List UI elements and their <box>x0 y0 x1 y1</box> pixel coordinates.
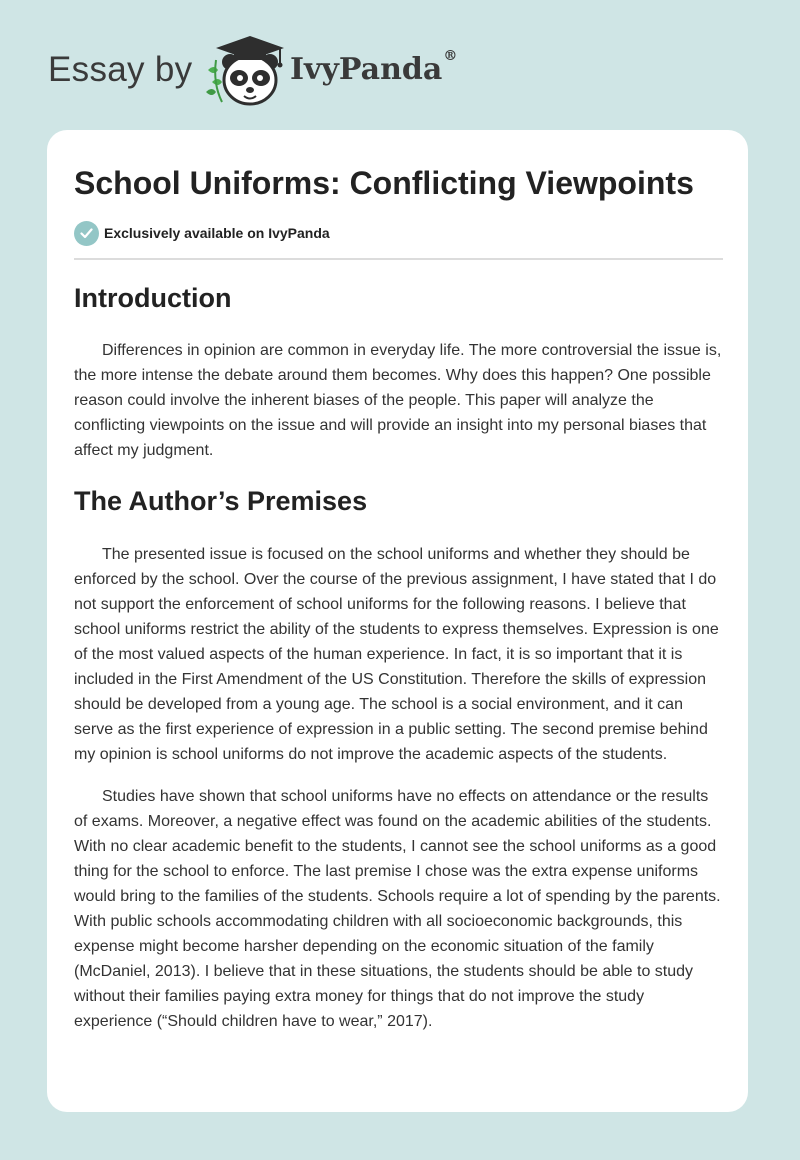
ivypanda-logo-icon[interactable] <box>200 30 295 110</box>
exclusive-badge-label: Exclusively available on IvyPanda <box>104 225 330 241</box>
brand-name: IvyPanda® <box>290 48 458 87</box>
title-divider <box>74 258 723 260</box>
paragraph: Studies have shown that school uniforms have no effects on attendance or the results of exams. Moreover, a negative effect was found on the academic abilities of the students. With no clear academic benefit to the students, I cannot see the school uniforms as a good thing for the school to enforce. The last premise I chose was the extra expense uniforms would bring to the families of the students. Schools require a lot of spending by the parents. With public schools accommodating children with all socioeconomic backgrounds, this expense might become harsher depending on the economic situation of the family (McDaniel, 2013). I believe that in these situations, the students should be able to study without their families paying extra money for things that do not improve the study experience (“Should children have to wear,” 2017). <box>74 788 721 1030</box>
exclusive-badge <box>74 220 723 246</box>
essay-title: School Uniforms: Conflicting Viewpoints <box>74 165 694 201</box>
check-icon <box>74 221 99 246</box>
registered-mark: ® <box>443 48 458 64</box>
essay-card <box>47 130 748 1112</box>
paragraph: The presented issue is focused on the school uniforms and whether they should be enforced by the school. Over the course of the previous assignment, I have stated that I do not support the enforcement of school uniforms for the following reasons. I believe that school uniforms restrict the ability of the students to express themselves. Expression is one of the most valued aspects of the human experience. In fact, it is so important that it is included in the First Amendment of the US Constitution. Therefore the skills of expression should be developed from a young age. The school is a social environment, and it can serve as the first experience of expression in a public setting. The second premise behind my opinion is school uniforms do not improve the academic aspects of the students. <box>74 546 719 763</box>
paragraph: Differences in opinion are common in everyday life. The more controversial the issue is, the more intense the debate around them becomes. Why does this happen? One possible reason could involve the inherent biases of the people. This paper will analyze the conflicting viewpoints on the issue and will provide an insight into my personal biases that affect my judgment. <box>74 342 722 459</box>
section-heading-introduction: Introduction <box>74 283 232 313</box>
site-header <box>0 0 800 130</box>
section-heading-premises: The Author’s Premises <box>74 486 368 516</box>
essay-content <box>74 160 723 1034</box>
essay-by-label: Essay by <box>48 50 193 89</box>
